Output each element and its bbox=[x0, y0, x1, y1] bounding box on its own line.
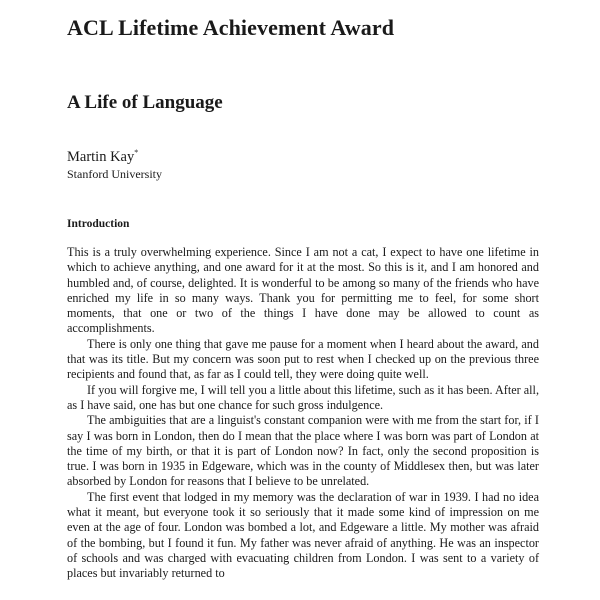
award-title: ACL Lifetime Achievement Award bbox=[67, 15, 395, 40]
paragraph: The first event that lodged in my memory was the declaration of war in 1939. I had no idea what it meant, but everyone took it so seriously that it made some kind of impression on me even at the age of four. London was bombed a lot, and Edgeware a little. My mother was afraid of the bombing, but I found it fun. My father was never afraid of anything. He was an inspector of schools and was charged with evacuating children from London. I was sent to a variety of places but invariably returned to bbox=[67, 489, 539, 581]
paper-title: A Life of Language bbox=[67, 92, 223, 113]
paragraph: There is only one thing that gave me pause for a moment when I heard about the award, and that was its title. But my concern was soon put to rest when I checked up on the previous three recipients and found that, as far as I could tell, they were doing quite well. bbox=[67, 336, 539, 382]
paragraph: If you will forgive me, I will tell you a little about this lifetime, such as it has been. After all, as I have said, one has but one chance for such gross indulgence. bbox=[67, 382, 539, 412]
author-footnote-mark: * bbox=[134, 148, 139, 157]
author-line bbox=[67, 148, 138, 166]
body-text bbox=[67, 245, 539, 582]
section-heading: Introduction bbox=[67, 218, 130, 230]
paragraph: This is a truly overwhelming experience. Since I am not a cat, I expect to have one lifetime in which to achieve anything, and one award for it at the most. So this is it, and I am honored and humbled and, of course, delighted. It is wonderful to be among so many of the friends who have enriched my life in so many ways. Thank you for permitting me to feel, for some short moments, that one or two of the things I have done may be allowed to count as accomplishments. bbox=[67, 245, 539, 336]
author-name: Martin Kay bbox=[67, 149, 135, 165]
paragraph: The ambiguities that are a linguist's constant companion were with me from the start for, if I say I was born in London, then do I mean that the place where I was born was part of London at the time of my birth, or that it is part of London now? In fact, only the second proposition is true. I was born in 1935 in Edgeware, which was in the county of Middlesex then, but was later absorbed by London for reasons that I believe to be unrelated. bbox=[67, 413, 539, 489]
author-affiliation: Stanford University bbox=[67, 167, 162, 181]
